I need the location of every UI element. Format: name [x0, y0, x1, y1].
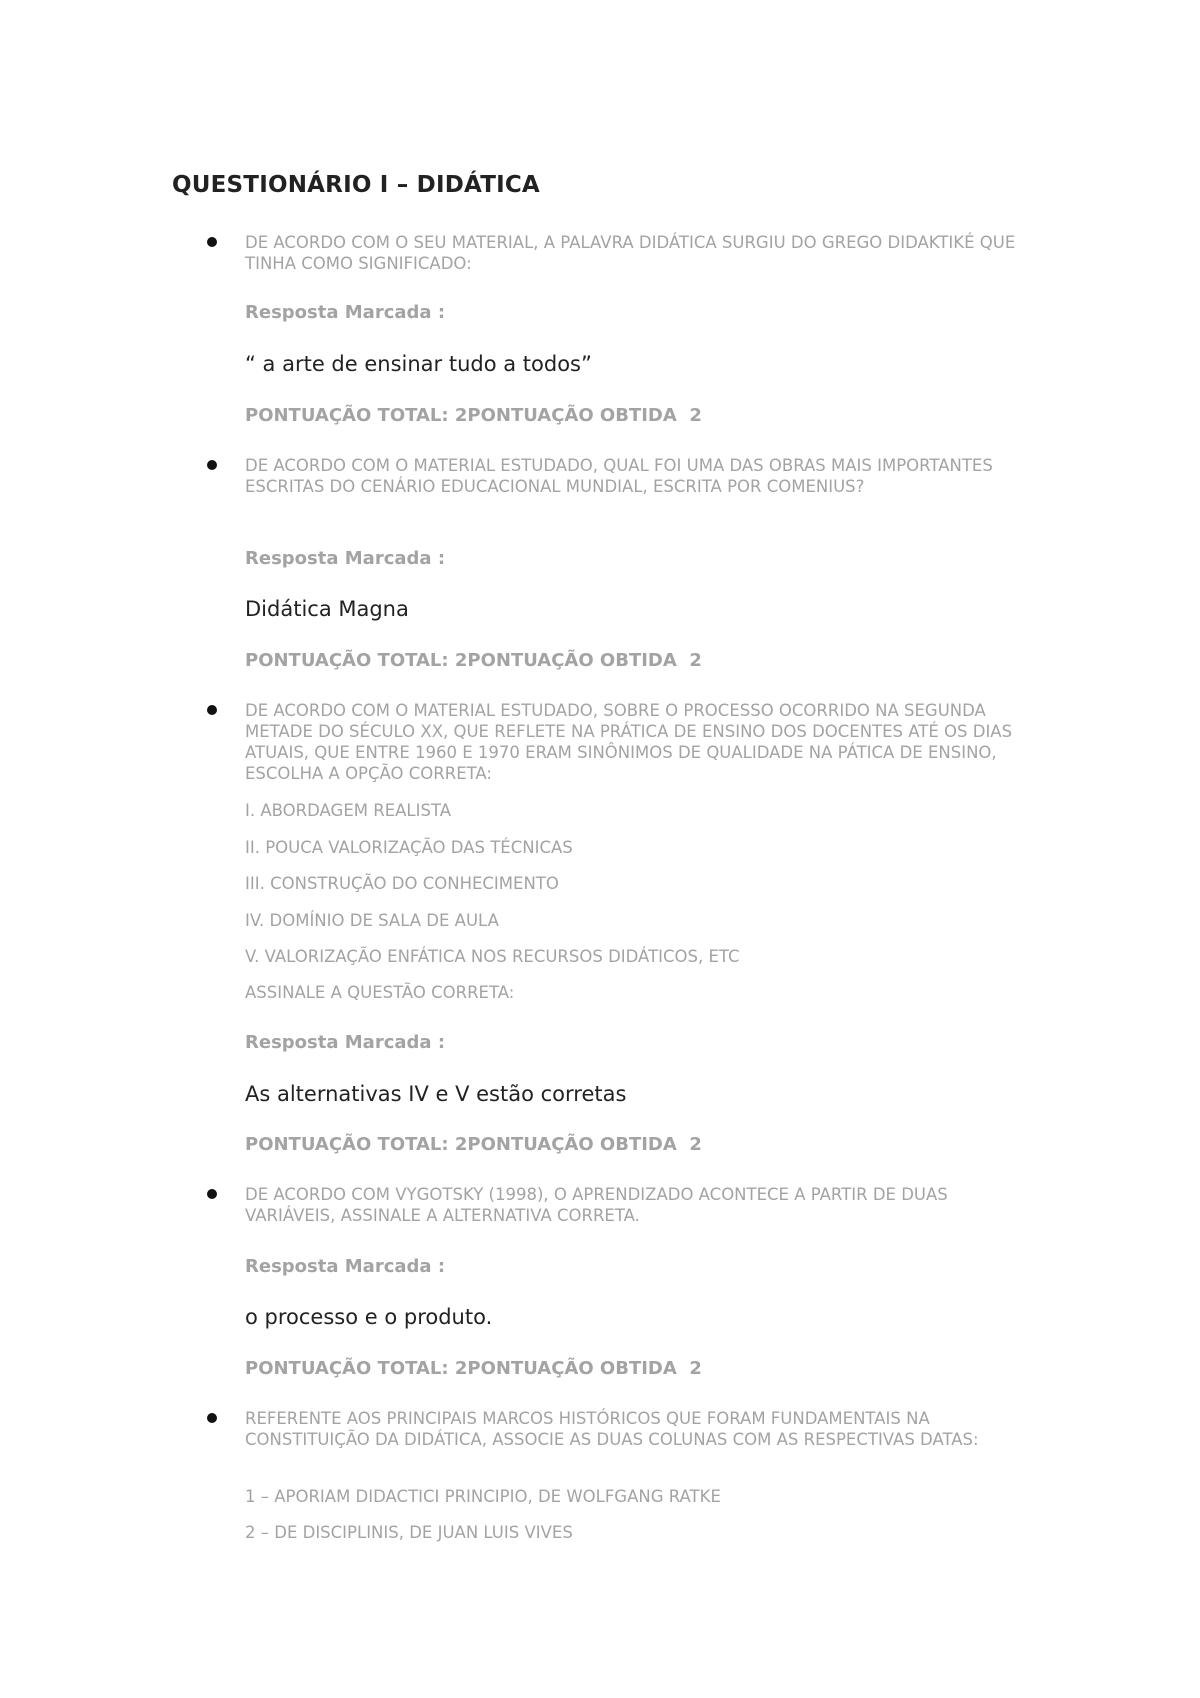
- option-item: I. ABORDAGEM REALISTA: [245, 801, 452, 820]
- option-item: IV. DOMÍNIO DE SALA DE AULA: [245, 911, 499, 930]
- option-item: 1 – APORIAM DIDACTICI PRINCIPIO, DE WOLFGANG RATKE: [245, 1487, 721, 1506]
- question-text: DE ACORDO COM VYGOTSKY (1998), O APRENDIZADO ACONTECE A PARTIR DE DUAS VARIÁVEIS, ASSINALE A ALTERNATIVA CORRETA.: [245, 1185, 948, 1225]
- question-text: DE ACORDO COM O SEU MATERIAL, A PALAVRA DIDÁTICA SURGIU DO GREGO DIDAKTIKÉ QUE TINHA COMO SIGNIFICADO:: [245, 233, 1016, 273]
- marked-answer: Didática Magna: [245, 597, 409, 621]
- page-title: QUESTIONÁRIO I – DIDÁTICA: [172, 172, 540, 198]
- bullet-icon: [207, 1189, 217, 1199]
- response-label: Resposta Marcada :: [245, 1256, 446, 1277]
- question-text: REFERENTE AOS PRINCIPAIS MARCOS HISTÓRICOS QUE FORAM FUNDAMENTAIS NA CONSTITUIÇÃO DA DIDÁTICA, ASSOCIE AS DUAS COLUNAS COM AS RESPECTIVAS DATAS:: [245, 1409, 979, 1449]
- score-line: PONTUAÇÃO TOTAL: 2PONTUAÇÃO OBTIDA 2: [245, 650, 702, 671]
- response-label: Resposta Marcada :: [245, 548, 446, 569]
- marked-answer: o processo e o produto.: [245, 1305, 493, 1329]
- bullet-icon: [207, 237, 217, 247]
- question-text: DE ACORDO COM O MATERIAL ESTUDADO, QUAL FOI UMA DAS OBRAS MAIS IMPORTANTES ESCRITAS DO CENÁRIO EDUCACIONAL MUNDIAL, ESCRITA POR COMENIUS?: [245, 456, 993, 496]
- score-line: PONTUAÇÃO TOTAL: 2PONTUAÇÃO OBTIDA 2: [245, 1134, 702, 1155]
- score-line: PONTUAÇÃO TOTAL: 2PONTUAÇÃO OBTIDA 2: [245, 405, 702, 426]
- marked-answer: “ a arte de ensinar tudo a todos”: [245, 352, 592, 376]
- score-line: PONTUAÇÃO TOTAL: 2PONTUAÇÃO OBTIDA 2: [245, 1358, 702, 1379]
- marked-answer: As alternativas IV e V estão corretas: [245, 1082, 627, 1106]
- option-item: 2 – DE DISCIPLINIS, DE JUAN LUIS VIVES: [245, 1523, 573, 1542]
- option-item: ASSINALE A QUESTÃO CORRETA:: [245, 983, 515, 1002]
- response-label: Resposta Marcada :: [245, 302, 446, 323]
- response-label: Resposta Marcada :: [245, 1032, 446, 1053]
- question-text: DE ACORDO COM O MATERIAL ESTUDADO, SOBRE O PROCESSO OCORRIDO NA SEGUNDA METADE DO SÉCULO XX, QUE REFLETE NA PRÁTICA DE ENSINO DOS DOCENTES ATÉ OS DIAS ATUAIS, QUE ENTRE 1960 E 1970 ERAM SINÔNIMOS DE QUALIDADE NA PÁTICA DE ENSINO, ESCOLHA A OPÇÃO CORRETA:: [245, 701, 1013, 783]
- option-item: II. POUCA VALORIZAÇÃO DAS TÉCNICAS: [245, 838, 573, 857]
- bullet-icon: [207, 1413, 217, 1423]
- bullet-icon: [207, 460, 217, 470]
- option-item: V. VALORIZAÇÃO ENFÁTICA NOS RECURSOS DIDÁTICOS, ETC: [245, 947, 740, 966]
- option-item: III. CONSTRUÇÃO DO CONHECIMENTO: [245, 874, 559, 893]
- bullet-icon: [207, 705, 217, 715]
